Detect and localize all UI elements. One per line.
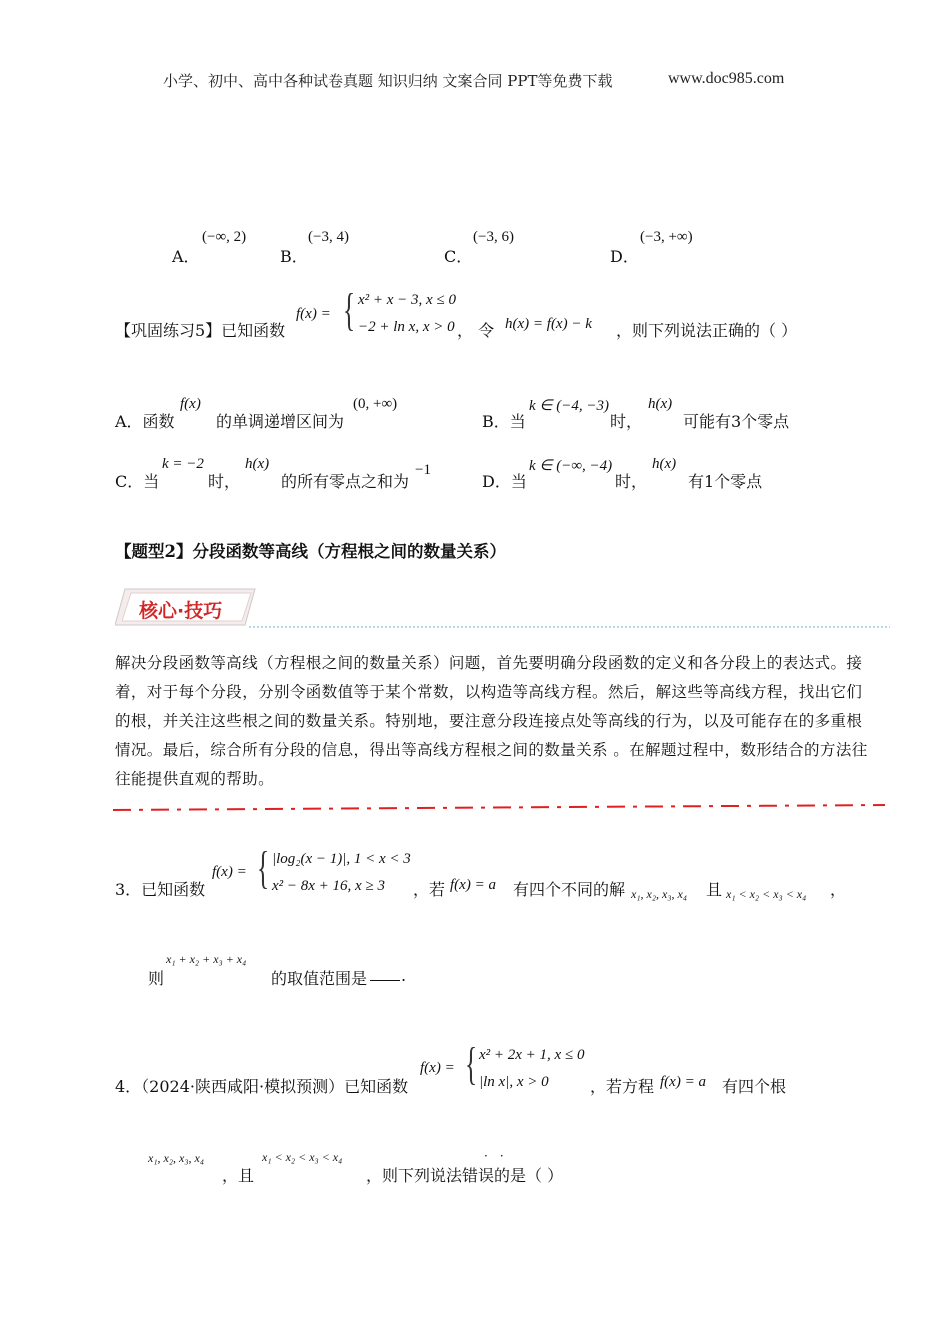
p5-option-b-cond: k ∈ (−4, −3)	[529, 398, 609, 414]
q3-case1: |log₂(x − 1)|, 1 < x < 3	[272, 851, 411, 867]
p5-option-a-fx: f(x)	[180, 396, 201, 412]
practice5-hx-def: h(x) = f(x) − k	[505, 316, 592, 332]
answer-blank[interactable]	[370, 966, 400, 985]
emphasis-dots: ··	[484, 1149, 516, 1163]
option-a-value: (−∞, 2)	[202, 229, 247, 245]
option-b-value: (−3, 4)	[308, 229, 349, 245]
q3-line2-lead: 则	[148, 969, 165, 988]
practice5-fx: f(x) =	[296, 306, 331, 322]
brace-icon: {	[343, 284, 356, 335]
p5-option-a-text: 的单调递增区间为	[216, 412, 345, 431]
header-text: 小学、初中、高中各种试卷真题 知识归纳 文案合同 PPT等免费下载	[163, 72, 613, 90]
q4-eq: f(x) = a	[660, 1074, 706, 1090]
q4-lead: 4．（2024·陕西咸阳·模拟预测）已知函数	[115, 1077, 409, 1096]
q3-text2: 有四个不同的解	[513, 880, 626, 899]
badge-label: 核心·技巧	[139, 600, 223, 622]
practice5-mid: ， 令	[457, 321, 495, 340]
option-d-label: D．	[610, 247, 639, 266]
q3-fx: f(x) =	[212, 864, 247, 880]
q4-case2: |ln x|, x > 0	[479, 1074, 549, 1090]
brace-icon: {	[257, 842, 270, 893]
q3-eq: f(x) = a	[450, 877, 496, 893]
q3-end: .	[401, 966, 407, 985]
p5-option-b-label: B．当	[482, 412, 526, 431]
practice5-case1: x² + x − 3, x ≤ 0	[358, 292, 456, 308]
q3-lead: 3．已知函数	[115, 880, 206, 899]
p5-option-c-label: C．当	[115, 472, 160, 491]
q4-text2: ，且	[222, 1166, 255, 1185]
p5-option-d-cond: k ∈ (−∞, −4)	[529, 458, 613, 474]
divider-line	[113, 803, 888, 815]
option-c-value: (−3, 6)	[473, 229, 514, 245]
practice5-case2: −2 + ln x, x > 0	[358, 319, 455, 335]
p5-option-b-text: 可能有3个零点	[683, 412, 790, 431]
q4-case1: x² + 2x + 1, x ≤ 0	[479, 1047, 585, 1063]
p5-option-d-when: 时，	[615, 472, 648, 491]
option-a-label: A．	[172, 247, 200, 266]
p5-option-c-text: 的所有零点之和为	[281, 472, 410, 491]
p5-option-b-hx: h(x)	[648, 396, 673, 412]
q3-line2-tail: 的取值范围是	[271, 969, 368, 988]
p5-option-d-hx: h(x)	[652, 456, 677, 472]
q4-text3: ，则下列说法错误的是（ ）	[366, 1166, 564, 1185]
badge-shape	[115, 587, 895, 631]
p5-option-b-when: 时，	[610, 412, 643, 431]
option-d-value: (−3, +∞)	[640, 229, 693, 245]
p5-option-c-value: −1	[415, 462, 431, 478]
q4-tail: 有四个根	[722, 1077, 787, 1096]
p5-option-c-hx: h(x)	[245, 456, 270, 472]
q3-roots: x₁, x₂, x₃, x₄	[631, 887, 687, 901]
practice5-lead: 【巩固练习5】已知函数	[115, 321, 286, 340]
p5-option-a-value: (0, +∞)	[353, 396, 398, 412]
brace-icon: {	[465, 1038, 478, 1089]
q3-order: x₁ < x₂ < x₃ < x₄	[726, 887, 807, 901]
header-url: www.doc985.com	[668, 70, 785, 87]
p5-option-d-text: 有1个零点	[688, 472, 763, 491]
practice5-tail: ，则下列说法正确的（ ）	[616, 321, 798, 340]
q4-mid: ，若方程	[590, 1077, 655, 1096]
option-c-label: C．	[444, 247, 473, 266]
q4-roots: x₁, x₂, x₃, x₄	[148, 1151, 204, 1165]
q3-text3: 且	[706, 880, 723, 899]
q3-sum: x₁ + x₂ + x₃ + x₄	[166, 952, 247, 966]
technique-paragraph: 解决分段函数等高线（方程根之间的数量关系）问题，首先要明确分段函数的定义和各分段上的表达式。接着，对于每个分段，分别令函数值等于某个常数，以构造等高线方程。然后，解这些等高线方程，找出它们的根，并关注这些根之间的数量关系。特别地，要注意分段连接点处等高线的行为，以及可能存在的多重根情况。最后，综合所有分段的信息，得出等高线方程根之间的数量关系 。在解题过程中，数形结合的方法往往能提供直观的帮助。	[115, 654, 868, 788]
q4-order: x₁ < x₂ < x₃ < x₄	[262, 1150, 343, 1164]
option-b-label: B．	[280, 247, 308, 266]
q4-fx: f(x) =	[420, 1060, 455, 1076]
p5-option-c-cond: k = −2	[162, 456, 204, 472]
q3-mid: ，若	[413, 880, 446, 899]
section-title: 【题型2】分段函数等高线（方程根之间的数量关系）	[115, 542, 506, 561]
p5-option-a-label: A．函数	[115, 412, 175, 431]
q3-case2: x² − 8x + 16, x ≥ 3	[272, 878, 385, 894]
q3-comma: ，	[830, 880, 847, 899]
p5-option-c-when: 时，	[208, 472, 241, 491]
p5-option-d-label: D．当	[482, 472, 527, 491]
